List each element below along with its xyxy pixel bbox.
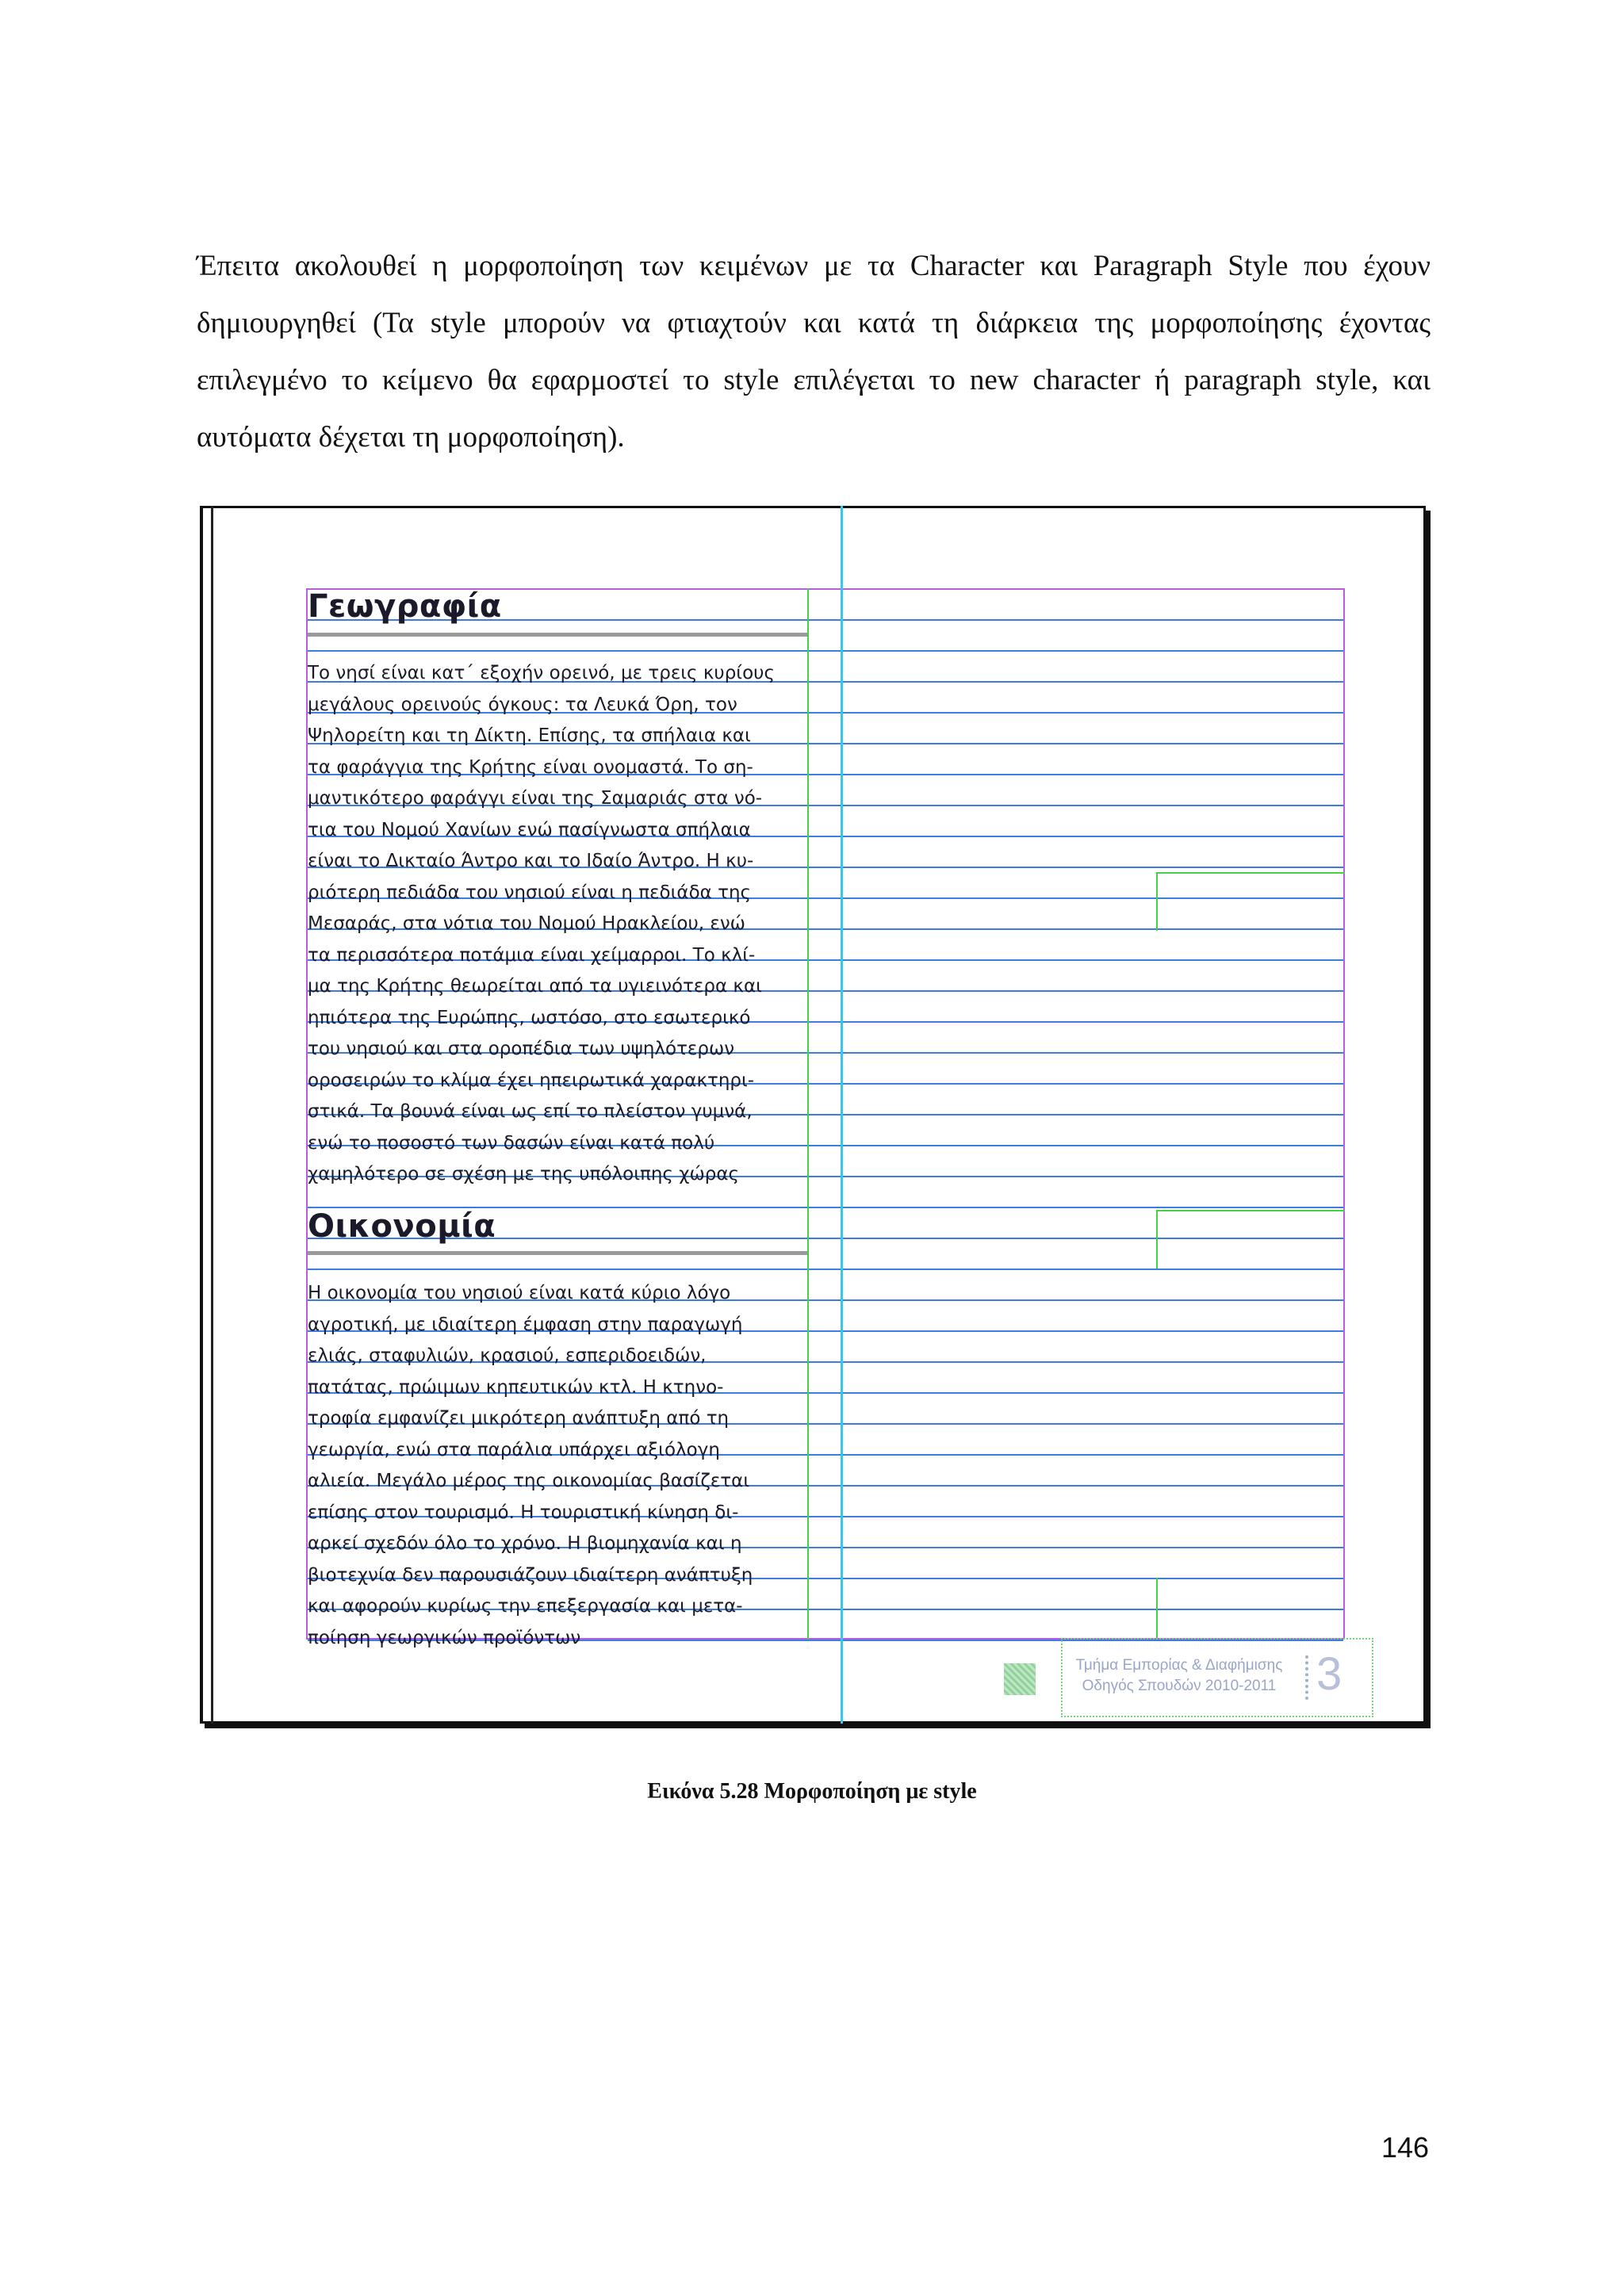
- footer-logo-icon: [1004, 1663, 1036, 1695]
- frame-corner-guide: [1156, 872, 1345, 931]
- body-line: τα φαράγγια της Κρήτης είναι ονομαστά. Το ση-: [308, 756, 753, 778]
- body-line: χαμηλότερο σε σχέση με της υπόλοιπης χώρας: [308, 1164, 740, 1184]
- body-line: τροφία εμφανίζει μικρότερη ανάπτυξη από τη: [308, 1408, 730, 1429]
- body-line: ηπιότερα της Ευρώπης, ωστόσο, στο εσωτερικό: [308, 1007, 751, 1028]
- body-line: και αφορούν κυρίως την επεξεργασία και μετα-: [308, 1596, 743, 1617]
- frame-corner-guide: [1156, 1210, 1345, 1269]
- cyan-vertical-guide: [841, 506, 843, 1724]
- footer-department: Τμήμα Εμπορίας & Διαφήμισης: [1075, 1657, 1283, 1674]
- body-line: Μεσαράς, στα νότια του Νομού Ηρακλείου, ενώ: [308, 913, 745, 934]
- heading-rule: [308, 1251, 807, 1255]
- body-line: αρκεί σχεδόν όλο το χρόνο. Η βιομηχανία και η: [308, 1533, 742, 1554]
- page-number: 146: [1381, 2131, 1430, 2164]
- body-line: Η οικονομία του νησιού είναι κατά κύριο λόγο: [308, 1283, 731, 1303]
- footer-guide-title: Οδηγός Σπουδών 2010-2011: [1082, 1678, 1277, 1694]
- footer-page-number: 3: [1316, 1648, 1342, 1700]
- body-line: Το νησί είναι κατ΄ εξοχήν ορεινό, με τρεις κυρίους: [308, 663, 775, 683]
- body-line: ποίηση γεωργικών προϊόντων: [308, 1627, 581, 1648]
- figure-caption: Εικόνα 5.28 Μορφοποίηση με style: [647, 1779, 977, 1804]
- intro-paragraph: Έπειτα ακολουθεί η μορφοποίηση των κειμένων με τα Character και Paragraph Style που έχουν δημιουργηθεί (Τα style μπορούν να φτιαχτούν και κατά τη διάρκεια της μορφοποίησης έχοντας επιλεγμένο το κείμενο θα εφαρμοστεί το style επιλέγεται το new character ή paragraph style, και αυτόματα δέχεται τη μορφοποίηση).: [197, 250, 1431, 453]
- body-line: τα περισσότερα ποτάμια είναι χείμαρροι. Το κλί-: [308, 944, 756, 966]
- body-line: μεγάλους ορεινούς όγκους: τα Λευκά Όρη, τον: [308, 694, 737, 715]
- body-line: μαντικότερο φαράγγι είναι της Σαμαριάς στα νό-: [308, 788, 763, 809]
- body-line: γεωργία, ενώ στα παράλια υπάρχει αξιόλογη: [308, 1439, 720, 1460]
- body-line: αγροτική, με ιδιαίτερη έμφαση στην παραγωγή: [308, 1314, 743, 1335]
- body-line: τια του Νομού Χανίων ενώ πασίγνωστα σπήλαια: [308, 819, 751, 840]
- body-line: οροσειρών το κλίμα έχει ηπειρωτικά χαρακτηρι-: [308, 1070, 755, 1091]
- footer-text: [1064, 1655, 1294, 1697]
- body-line: Ψηλορείτη και τη Δίκτη. Επίσης, τα σπήλαια και: [308, 725, 751, 746]
- frame-corner-guide: [1156, 1578, 1345, 1638]
- heading-rule: [308, 633, 807, 637]
- body-line: ριότερη πεδιάδα του νησιού είναι η πεδιάδα της: [308, 882, 752, 903]
- body-line: στικά. Τα βουνά είναι ως επί το πλείστον γυμνά,: [308, 1101, 753, 1122]
- body-line: επίσης στον τουρισμό. Η τουριστική κίνηση δι-: [308, 1502, 739, 1523]
- section-heading-geography: Γεωγραφία: [308, 588, 502, 625]
- frame-left-edge: [211, 506, 213, 1724]
- body-line: ελιάς, σταφυλιών, κρασιού, εσπεριδοειδών,: [308, 1345, 707, 1366]
- body-line: αλιεία. Μεγάλο μέρος της οικονομίας βασίζεται: [308, 1471, 750, 1491]
- body-line: βιοτεχνία δεν παρουσιάζουν ιδιαίτερη ανάπτυξη: [308, 1564, 753, 1586]
- body-line: είναι το Δικταίο Άντρο και το Ιδαίο Άντρο. Η κυ-: [308, 851, 754, 871]
- body-line: του νησιού και στα οροπέδια των υψηλότερων: [308, 1039, 735, 1059]
- footer-divider: [1305, 1655, 1312, 1700]
- section-heading-economy: Οικονομία: [308, 1208, 496, 1245]
- figure-layout-screenshot: [200, 506, 1429, 1727]
- body-line: μα της Κρήτης θεωρείται από τα υγιεινότερα και: [308, 976, 762, 997]
- column-guide: [807, 588, 809, 1640]
- body-line: πατάτας, πρώιμων κηπευτικών κτλ. Η κτηνο-: [308, 1376, 724, 1398]
- body-line: ενώ το ποσοστό των δασών είναι κατά πολύ: [308, 1132, 715, 1154]
